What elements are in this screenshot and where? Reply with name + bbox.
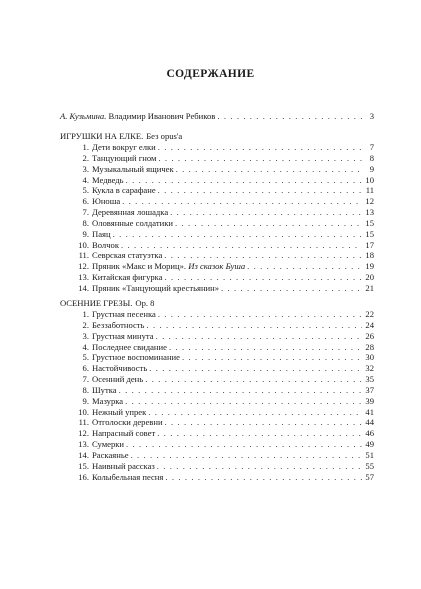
toc-entry[interactable] (60, 218, 374, 229)
page-title: СОДЕРЖАНИЕ (166, 68, 255, 80)
page-number: 10 (365, 174, 374, 185)
toc-entry[interactable] (60, 363, 374, 374)
entry-title-text: Волчок (92, 239, 119, 250)
entry-number: 9. (82, 228, 89, 239)
entry-title (92, 164, 174, 175)
entry-title-text: Сумерки (92, 439, 125, 450)
entry-title-text: Настойчивость (92, 363, 148, 374)
entry-number: 16. (78, 471, 89, 482)
section-list-toys (60, 142, 374, 294)
entry-number: 7. (82, 374, 89, 385)
toc-entry[interactable] (60, 374, 374, 385)
entry-title-italic: Из сказок Буша (188, 261, 246, 272)
page-number: 3 (369, 111, 374, 121)
dot-leader (175, 218, 362, 229)
entry-title-text: Беззаботность (92, 319, 145, 330)
intro-entry[interactable] (60, 111, 374, 122)
toc-entry[interactable] (60, 342, 374, 353)
entry-title (92, 250, 162, 261)
page-number: 20 (365, 272, 374, 283)
page-number: 8 (369, 152, 374, 163)
entry-title-text: Раскаянье (92, 449, 129, 460)
page-number: 12 (365, 196, 374, 207)
page-number: 13 (365, 207, 374, 218)
entry-title-text: Наивный рассказ (92, 460, 155, 471)
entry-number: 2. (82, 152, 89, 163)
entry-title-text: Пряник «Макс и Мориц». (92, 261, 187, 272)
toc-entry[interactable] (60, 240, 374, 251)
entry-number: 4. (82, 341, 89, 352)
page-number: 26 (365, 330, 374, 341)
page-number: 32 (365, 363, 374, 374)
page-number: 44 (365, 417, 374, 428)
dot-leader (158, 153, 362, 164)
dot-leader (170, 207, 362, 218)
toc-entry[interactable] (60, 472, 374, 483)
entry-title (92, 428, 155, 439)
toc-entry[interactable] (60, 417, 374, 428)
page-number: 7 (369, 142, 374, 152)
dot-leader (176, 164, 362, 175)
entry-title-text: Шутка (92, 384, 117, 395)
entry-title (92, 396, 123, 407)
toc-entry[interactable] (60, 428, 374, 439)
entry-number: 12. (78, 261, 89, 272)
intro-author: А. Кузьмина. (60, 111, 107, 121)
entry-number: 13. (78, 272, 89, 283)
page-number: 55 (365, 460, 374, 471)
page-number: 28 (365, 341, 374, 352)
page-number: 51 (365, 449, 374, 460)
toc-entry[interactable] (60, 450, 374, 461)
page-number: 15 (365, 217, 374, 228)
entry-number: 9. (82, 395, 89, 406)
page-number: 11 (365, 185, 374, 196)
entry-number: 6. (82, 363, 89, 374)
dot-leader (157, 461, 362, 472)
page-number: 15 (365, 228, 374, 239)
toc-entry[interactable] (60, 153, 374, 164)
toc-entry[interactable] (60, 309, 374, 320)
page-number: 9 (369, 163, 374, 174)
entry-number: 15. (78, 460, 89, 471)
dot-leader (169, 342, 362, 353)
entry-title (92, 417, 163, 428)
dot-leader (221, 283, 362, 294)
entry-title-text: Колыбельная песня (92, 471, 164, 482)
entry-title-text: Грустная минута (92, 330, 154, 341)
page-number: 46 (365, 428, 374, 439)
entry-title (92, 153, 156, 164)
entry-number: 5. (82, 352, 89, 363)
entry-title-text: Китайская фигурка (92, 272, 163, 283)
dot-leader (156, 331, 362, 342)
page-number: 17 (365, 239, 374, 250)
toc-entry[interactable] (60, 385, 374, 396)
entry-title (92, 229, 111, 240)
toc-entry[interactable] (60, 331, 374, 342)
page-number: 37 (365, 384, 374, 395)
entry-title (92, 283, 219, 294)
dot-leader (157, 428, 362, 439)
entry-title-text: Последнее свидание (92, 341, 167, 352)
entry-title-text: Грустное воспоминание (92, 352, 180, 363)
toc-entry[interactable] (60, 196, 374, 207)
dot-leader (122, 196, 362, 207)
entry-title (92, 472, 163, 483)
entry-number: 11. (78, 417, 89, 428)
dot-leader (158, 309, 362, 320)
dot-leader (146, 320, 362, 331)
entry-number: 1. (82, 142, 89, 152)
toc-entry[interactable] (60, 439, 374, 450)
toc-entry[interactable] (60, 261, 374, 272)
toc-entry[interactable] (60, 396, 374, 407)
page-number: 30 (365, 352, 374, 363)
toc-entry[interactable] (60, 283, 374, 294)
entry-title-text: Оловянные солдатики (92, 217, 174, 228)
dot-leader (165, 472, 362, 483)
entry-number: 6. (82, 196, 89, 207)
toc-entry[interactable] (60, 250, 374, 261)
section-title: ИГРУШКИ НА ЕЛКЕ. (60, 131, 144, 141)
dot-leader (158, 185, 362, 196)
dot-leader (126, 439, 362, 450)
entry-title (92, 261, 245, 272)
dot-leader (126, 175, 362, 186)
entry-number: 8. (82, 217, 89, 228)
toc-entry[interactable] (60, 352, 374, 363)
entry-title (92, 320, 144, 331)
dot-leader (149, 363, 362, 374)
toc-entry[interactable] (60, 320, 374, 331)
entry-title (92, 439, 124, 450)
dot-leader (131, 450, 362, 461)
entry-title-text: Грустная песенка (92, 309, 156, 319)
entry-title-text: Медведь (92, 174, 124, 185)
toc-entry[interactable] (60, 461, 374, 472)
toc-entry[interactable] (60, 272, 374, 283)
entry-number: 2. (82, 319, 89, 330)
entry-number: 7. (82, 207, 89, 218)
entry-title-text: Танцующий гном (92, 152, 157, 163)
section-heading-toys (60, 131, 182, 142)
dot-leader (113, 229, 362, 240)
page-number: 41 (365, 406, 374, 417)
entry-title-text: Отголоски деревни (92, 417, 163, 428)
entry-title (92, 185, 156, 196)
page-number: 18 (365, 250, 374, 261)
section-opus: Без opus'а (146, 131, 183, 141)
dot-leader (145, 374, 362, 385)
page-number: 57 (365, 471, 374, 482)
entry-title-text: Осенний день (92, 374, 144, 385)
entry-number: 5. (82, 185, 89, 196)
entry-number: 3. (82, 163, 89, 174)
entry-title (92, 374, 143, 385)
entry-title (92, 240, 119, 251)
section-title: ОСЕННИЕ ГРЕЗЫ. (60, 298, 133, 308)
entry-title-text: Дети вокруг елки (92, 142, 156, 152)
entry-title (92, 207, 168, 218)
entry-title-text: Кукла в сарафане (92, 185, 156, 196)
entry-title-text: Юноша (92, 196, 121, 207)
entry-number: 1. (82, 309, 89, 319)
intro-text: Владимир Иванович Ребиков (108, 111, 216, 121)
entry-title (92, 142, 156, 153)
entry-title (92, 309, 156, 320)
dot-leader (182, 352, 362, 363)
entry-title (92, 331, 154, 342)
dot-leader (165, 417, 362, 428)
dot-leader (148, 407, 362, 418)
page-number: 49 (365, 439, 374, 450)
entry-title (92, 461, 155, 472)
toc-entry[interactable] (60, 142, 374, 153)
toc-entry[interactable] (60, 229, 374, 240)
dot-leader (247, 261, 362, 272)
page-number: 22 (365, 309, 374, 319)
section-list-autumn (60, 309, 374, 483)
entry-title (92, 175, 124, 186)
entry-title (92, 218, 173, 229)
page-number: 24 (365, 319, 374, 330)
dot-leader (164, 250, 362, 261)
toc-entry[interactable] (60, 185, 374, 196)
entry-title-text: Музыкальный ящичек (92, 163, 174, 174)
entry-number: 8. (82, 384, 89, 395)
page-number: 39 (365, 395, 374, 406)
dot-leader (217, 111, 362, 122)
entry-title-text: Пряник «Танцующий крестьянин» (92, 282, 220, 293)
entry-title (92, 385, 117, 396)
entry-number: 4. (82, 174, 89, 185)
entry-title-text: Нежный упрек (92, 406, 147, 417)
entry-number: 14. (78, 449, 89, 460)
entry-number: 10. (78, 239, 89, 250)
page-number: 19 (365, 261, 374, 272)
entry-number: 11. (78, 250, 89, 261)
toc-entry[interactable] (60, 175, 374, 186)
page-number: 21 (365, 282, 374, 293)
entry-title-text: Деревянная лошадка (92, 207, 169, 218)
entry-number: 14. (78, 282, 89, 293)
entry-number: 13. (78, 439, 89, 450)
dot-leader (121, 240, 362, 251)
dot-leader (119, 385, 362, 396)
entry-number: 10. (78, 406, 89, 417)
page-number: 35 (365, 374, 374, 385)
entry-title (92, 407, 146, 418)
section-heading-autumn (60, 298, 154, 309)
entry-title (92, 352, 180, 363)
entry-title (92, 342, 167, 353)
entry-title (92, 363, 147, 374)
entry-number: 12. (78, 428, 89, 439)
entry-number: 3. (82, 330, 89, 341)
entry-title-text: Напрасный совет (92, 428, 156, 439)
dot-leader (165, 272, 362, 283)
section-opus: Op. 8 (135, 298, 155, 308)
entry-title (92, 196, 120, 207)
intro-title (60, 111, 215, 122)
entry-title (92, 272, 163, 283)
toc-entry[interactable] (60, 207, 374, 218)
entry-title-text: Севрская статуэтка (92, 250, 163, 261)
dot-leader (158, 142, 362, 153)
entry-title-text: Мазурка (92, 395, 124, 406)
toc-entry[interactable] (60, 407, 374, 418)
entry-title-text: Паяц (92, 228, 111, 239)
entry-title (92, 450, 129, 461)
dot-leader (125, 396, 362, 407)
toc-entry[interactable] (60, 164, 374, 175)
